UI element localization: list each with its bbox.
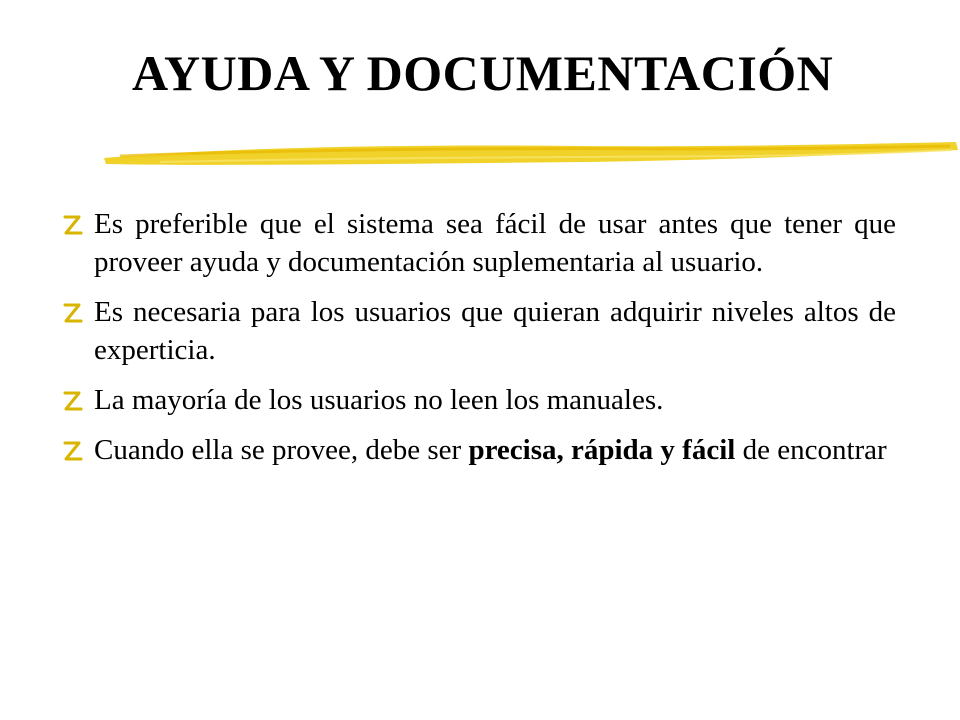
bullet-item	[62, 293, 896, 369]
bullet-text: Es preferible que el sistema sea fácil de usar antes que tener que proveer ayuda y documentación suplementaria al usuario.	[94, 208, 896, 278]
bullet-text: de encontrar	[735, 434, 887, 466]
z-shaped-bullet-icon	[62, 208, 84, 238]
bullet-text: Cuando ella se provee, debe ser	[94, 434, 469, 466]
bullet-text-bold: precisa, rápida y fácil	[468, 434, 736, 466]
yellow-brush-stroke-divider	[100, 136, 960, 176]
bullet-text: Es necesaria para los usuarios que quieran adquirir niveles altos de experticia.	[94, 296, 896, 366]
bullet-text: La mayoría de los usuarios no leen los manuales.	[94, 384, 664, 416]
bullet-item	[62, 431, 896, 469]
slide-title: AYUDA Y DOCUMENTACIÓN	[132, 45, 834, 101]
z-shaped-bullet-icon	[62, 296, 84, 326]
bullet-list	[62, 205, 896, 481]
bullet-item	[62, 205, 896, 281]
bullet-item	[62, 381, 896, 419]
z-shaped-bullet-icon	[62, 434, 84, 464]
z-shaped-bullet-icon	[62, 384, 84, 414]
